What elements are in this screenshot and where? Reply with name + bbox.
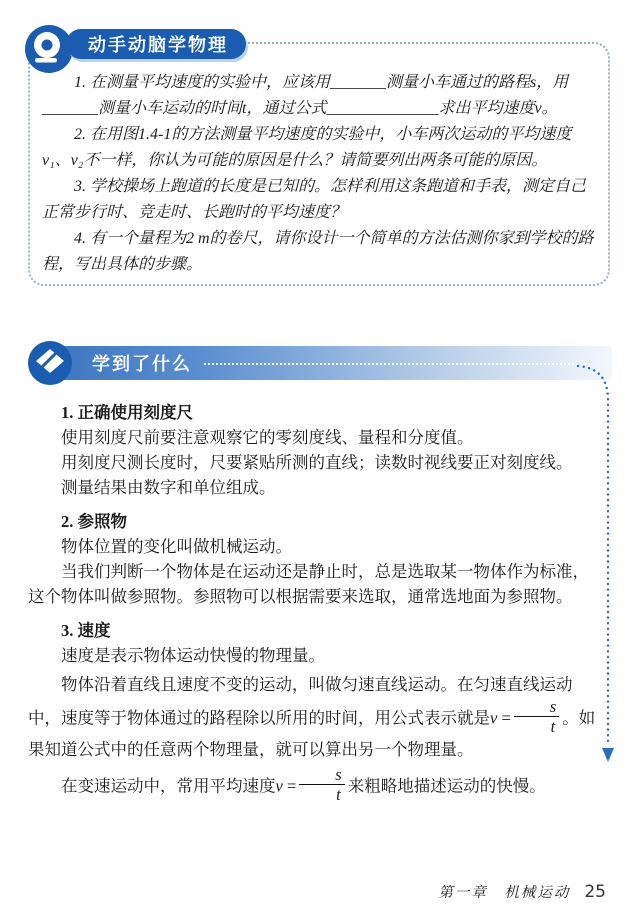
summary-heading-1: 1. 正确使用刻度尺 — [61, 403, 193, 422]
summary-line: 物体位置的变化叫做机械运动。 — [61, 537, 292, 556]
fraction-numerator: s — [514, 698, 559, 717]
summary-body — [28, 400, 612, 803]
formula-equals: = — [286, 775, 297, 795]
paragraph-text: 物体沿着直线且速度不变的运动，叫做匀速直线运动。在匀速直线运动中，速度等于物体通过的路程除以所用的时间，用公式表示就是 — [28, 675, 573, 728]
dotted-guide-line — [564, 352, 630, 772]
formula-variable: v — [275, 775, 283, 795]
page-number: 25 — [584, 882, 606, 902]
summary-line: 速度是表示物体运动快慢的物理量。 — [61, 646, 325, 665]
exercise-section — [28, 35, 610, 286]
fraction-s-over-t — [514, 698, 559, 736]
exercise-problem-list — [30, 44, 608, 278]
exercise-problem-1: 1. 在测量平均速度的实验中，应该用_______测量小车通过的路程s，用_______测量小车运动的时间t，通过公式______________求出平均速度v。 — [42, 74, 569, 117]
summary-section — [28, 346, 612, 803]
exercise-problem-3: 3. 学校操场上跑道的长度是已知的。怎样利用这条跑道和手表，测定自己正常步行时、竞走时、长跑时的平均速度？ — [42, 178, 587, 221]
page-footer — [438, 881, 606, 902]
fraction-numerator: s — [299, 766, 344, 785]
paragraph-text: 。如果知道公式中的任意两个物理量，就可以算出另一个物理量。 — [28, 708, 596, 759]
uniform-motion-paragraph — [28, 671, 600, 763]
summary-line: 使用刻度尺前要注意观察它的零刻度线、量程和分度值。 — [61, 428, 474, 447]
summary-section-title: 学到了什么 — [92, 354, 192, 374]
exercise-section-title — [66, 29, 246, 59]
paragraph-text: 来粗略地描述运动的快慢。 — [347, 775, 546, 795]
summary-line: 用刻度尺测长度时，尺要紧贴所测的直线；读数时视线要正对刻度线。 — [61, 453, 573, 472]
summary-line: 测量结果由数字和单位组成。 — [61, 478, 276, 497]
chapter-title: 第一章 机械运动 — [438, 885, 571, 901]
exercise-problem-2: 2. 在用图1.4-1的方法测量平均速度的实验中，小车两次运动的平均速度v₁、v₂不一样，你认为可能的原因是什么？请简要列出两条可能的原因。 — [42, 126, 572, 169]
average-speed-paragraph — [28, 766, 600, 804]
formula-variable: v — [490, 708, 498, 728]
formula-equals: = — [501, 708, 511, 728]
fraction-denominator: t — [336, 784, 341, 804]
summary-heading-2: 2. 参照物 — [61, 512, 127, 531]
summary-heading-3: 3. 速度 — [61, 621, 111, 640]
exercise-problem-4: 4. 有一个量程为2 m的卷尺，请你设计一个简单的方法估测你家到学校的路程，写出具体的步骤。 — [42, 230, 594, 273]
dotted-leader-line — [204, 363, 586, 365]
summary-line: 当我们判断一个物体是在运动还是静止时，总是选取某一物体作为标准，这个物体叫做参照物。参照物可以根据需要来选取，通常选地面为参照物。 — [28, 562, 589, 606]
fraction-s-over-t — [299, 766, 344, 804]
down-arrow-icon — [602, 748, 614, 762]
paragraph-text: 在变速运动中，常用平均速度 — [61, 775, 276, 795]
fraction-denominator: t — [550, 717, 556, 737]
summary-banner — [46, 346, 612, 380]
exercise-section-title-label: 动手动脑学物理 — [88, 35, 228, 55]
pen-book-icon — [26, 339, 74, 387]
